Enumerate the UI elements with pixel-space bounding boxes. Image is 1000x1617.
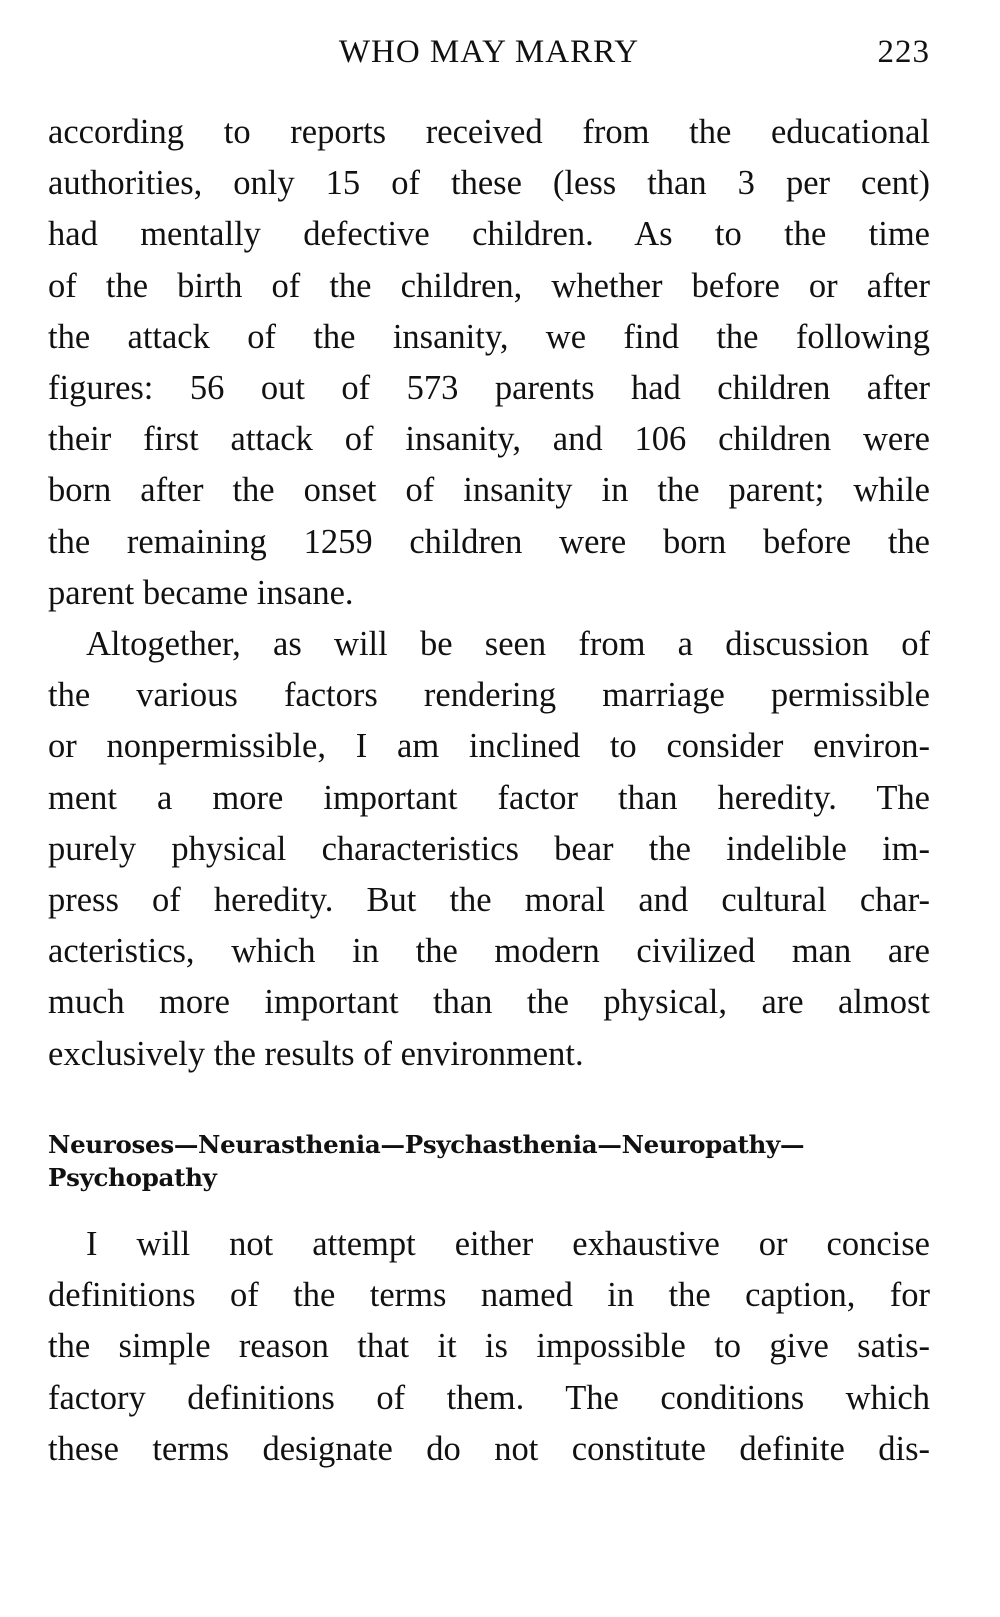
text-line: the simple reason that it is impossible to give satis- xyxy=(48,1327,930,1366)
text-line: had mentally defective children. As to the time xyxy=(48,215,930,254)
page-number: 223 xyxy=(877,34,930,70)
text-line: their first attack of insanity, and 106 children were xyxy=(48,420,930,459)
text-line: of the birth of the children, whether before or after xyxy=(48,266,930,305)
text-line: born after the onset of insanity in the parent; while xyxy=(48,471,930,510)
text-line: acteristics, which in the modern civilized man are xyxy=(48,932,930,971)
text-line: authorities, only 15 of these (less than 3 per cent) xyxy=(48,164,930,203)
text-line: according to reports received from the educational xyxy=(48,113,930,151)
paragraph-1 xyxy=(48,107,930,619)
book-page xyxy=(48,0,930,1617)
paragraph-2 xyxy=(48,619,930,1080)
running-title: WHO MAY MARRY xyxy=(338,34,640,70)
text-line: parent became insane. xyxy=(48,573,354,612)
text-line: exclusively the results of environment. xyxy=(48,1034,584,1073)
text-line: ment a more important factor than heredity. The xyxy=(48,778,930,817)
text-line: the attack of the insanity, we find the following xyxy=(48,317,930,356)
paragraph-3 xyxy=(48,1219,930,1475)
text-line: or nonpermissible, I am inclined to consider environ- xyxy=(48,727,930,766)
text-line: the various factors rendering marriage permissible xyxy=(48,676,930,715)
running-head xyxy=(48,34,930,74)
section-heading-line-1: Neuroses—Neurasthenia—Psychasthenia—Neuropathy— xyxy=(48,1130,805,1159)
text-line: I will not attempt either exhaustive or concise xyxy=(86,1225,930,1263)
text-line: factory definitions of them. The conditions which xyxy=(48,1378,930,1417)
text-line: definitions of the terms named in the caption, for xyxy=(48,1276,930,1315)
text-line: figures: 56 out of 573 parents had children after xyxy=(48,369,930,408)
text-line: the remaining 1259 children were born before the xyxy=(48,522,930,561)
text-line: much more important than the physical, are almost xyxy=(48,983,930,1022)
section-heading xyxy=(48,1128,930,1194)
section-heading-line-2: Psychopathy xyxy=(48,1163,217,1192)
text-line: these terms designate do not constitute definite dis- xyxy=(48,1429,930,1468)
text-line: purely physical characteristics bear the indelible im- xyxy=(48,829,930,868)
text-line: Altogether, as will be seen from a discussion of xyxy=(86,625,930,663)
text-line: press of heredity. But the moral and cultural char- xyxy=(48,881,930,920)
